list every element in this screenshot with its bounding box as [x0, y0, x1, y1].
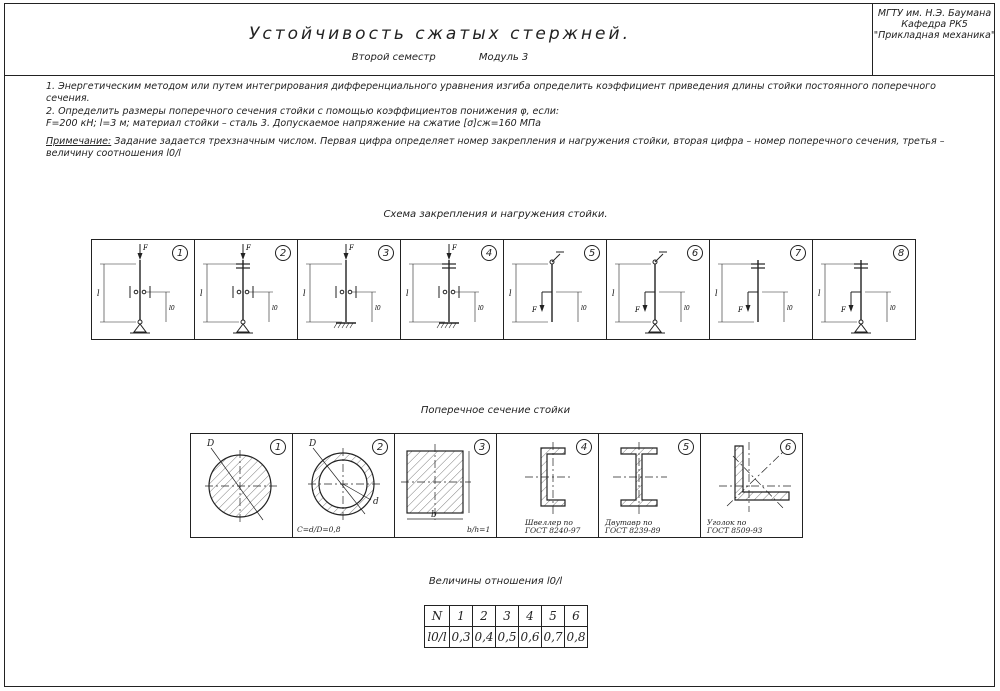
- ratio-head-n: N: [425, 606, 450, 627]
- section-number-5: 5: [678, 439, 694, 455]
- org-university: МГТУ им. Н.Э. Баумана: [877, 8, 992, 19]
- svg-text:l: l: [612, 289, 615, 298]
- svg-text:l0: l0: [684, 305, 690, 312]
- task-note: [46, 136, 966, 161]
- svg-text:l0: l0: [272, 305, 278, 312]
- section-number-4: 4: [576, 439, 592, 455]
- ratio-n: 2: [473, 606, 496, 627]
- ratio-value: 0,8: [565, 627, 588, 648]
- ratio-value: 0,5: [496, 627, 519, 648]
- scheme-number-1: 1: [172, 245, 188, 261]
- svg-text:l0: l0: [478, 305, 484, 312]
- module-label: Модуль 3: [478, 52, 529, 63]
- label-width-b: b: [431, 510, 437, 520]
- label-channel-gost: Швеллер по ГОСТ 8240-97: [525, 518, 581, 535]
- ratio-value: 0,3: [450, 627, 473, 648]
- title-subline: [5, 52, 875, 63]
- note-label: Примечание:: [46, 136, 112, 148]
- scheme-panel-8: [812, 239, 916, 340]
- svg-text:F: F: [532, 306, 537, 314]
- ratio-value: 0,6: [519, 627, 542, 648]
- org-subject: "Прикладная механика": [873, 30, 996, 41]
- svg-text:F: F: [143, 244, 148, 252]
- task-item-1: 1. Энергетическим методом или путем интегрирования дифференциального уравнения изгиба определить коэффициент приведения длины стойки постоянного поперечного сечения.: [46, 81, 936, 105]
- ratio-n: 1: [450, 606, 473, 627]
- scheme-panel-4: [400, 239, 504, 340]
- label-angle-gost: Уголок по ГОСТ 8509-93: [707, 518, 763, 535]
- ratio-n: 6: [565, 606, 588, 627]
- section-panel-4: [496, 433, 599, 538]
- ratio-n: 3: [496, 606, 519, 627]
- scheme-panel-6: [606, 239, 710, 340]
- section-number-6: 6: [780, 439, 796, 455]
- note-text: Задание задается трехзначным числом. Первая цифра определяет номер закрепления и нагружения стойки, вторая цифра – номер поперечного сечения, третья – величину соотношения l0/l: [46, 136, 945, 160]
- ratio-caption: Величины отношения l0/l: [428, 576, 563, 587]
- svg-text:l0: l0: [169, 305, 175, 312]
- label-inner-diameter: d: [373, 497, 379, 507]
- scheme-panel-2: [194, 239, 298, 340]
- svg-text:l: l: [509, 289, 512, 298]
- svg-text:l0: l0: [375, 305, 381, 312]
- schemes-caption: Схема закрепления и нагружения стойки.: [383, 209, 608, 220]
- ratio-row-n: [425, 606, 588, 627]
- page-title: Устойчивость сжатых стержней.: [249, 24, 631, 44]
- scheme-number-8: 8: [893, 245, 909, 261]
- scheme-number-5: 5: [584, 245, 600, 261]
- org-department: Кафедра РК5: [901, 19, 968, 30]
- svg-text:F: F: [246, 244, 251, 252]
- ratio-table: [424, 605, 588, 648]
- svg-text:l0: l0: [787, 305, 793, 312]
- ratio-n: 5: [542, 606, 565, 627]
- scheme-panel-1: [91, 239, 195, 340]
- label-ibeam-gost: Двутавр по ГОСТ 8239-89: [605, 518, 661, 535]
- svg-text:l0: l0: [581, 305, 587, 312]
- ratio-n: 4: [519, 606, 542, 627]
- svg-text:F: F: [738, 306, 743, 314]
- section-panel-6: [700, 433, 803, 538]
- section-panel-1: [190, 433, 293, 538]
- scheme-number-2: 2: [275, 245, 291, 261]
- section-panel-3: [394, 433, 497, 538]
- svg-text:l: l: [97, 289, 100, 298]
- svg-text:F: F: [635, 306, 640, 314]
- svg-text:F: F: [452, 244, 457, 252]
- svg-text:F: F: [349, 244, 354, 252]
- organization-block: [872, 4, 996, 76]
- sections-caption: Поперечное сечение стойки: [420, 405, 571, 416]
- svg-text:l: l: [715, 289, 718, 298]
- ratio-value: 0,4: [473, 627, 496, 648]
- task-item-3: F=200 кН; l=3 м; материал стойки – сталь 3. Допускаемое напряжение на сжатие [σ]сж=160 МПа: [46, 117, 541, 129]
- svg-text:l: l: [406, 289, 409, 298]
- section-number-3: 3: [474, 439, 490, 455]
- title-block: [5, 4, 994, 76]
- semester-label: Второй семестр: [351, 52, 436, 63]
- task-text: [46, 81, 966, 161]
- section-panel-5: [598, 433, 701, 538]
- scheme-panel-7: [709, 239, 813, 340]
- scheme-number-4: 4: [481, 245, 497, 261]
- ratio-head-value: l0/l: [425, 627, 450, 648]
- svg-text:F: F: [841, 306, 846, 314]
- task-item-2: 2. Определить размеры поперечного сечения стойки с помощью коэффициентов понижения φ, если:: [46, 105, 560, 117]
- scheme-panel-3: [297, 239, 401, 340]
- label-ratio-c: C=d/D=0,8: [297, 525, 341, 534]
- label-diameter: D: [207, 439, 215, 449]
- label-outer-diameter: D: [309, 439, 317, 449]
- svg-text:l: l: [818, 289, 821, 298]
- section-number-2: 2: [372, 439, 388, 455]
- scheme-number-7: 7: [790, 245, 806, 261]
- svg-text:l0: l0: [890, 305, 896, 312]
- scheme-number-6: 6: [687, 245, 703, 261]
- ratio-value: 0,7: [542, 627, 565, 648]
- svg-text:l: l: [303, 289, 306, 298]
- ratio-row-values: [425, 627, 588, 648]
- section-panel-2: [292, 433, 395, 538]
- scheme-panel-5: [503, 239, 607, 340]
- section-number-1: 1: [270, 439, 286, 455]
- label-ratio-bh: b/h=1: [467, 525, 491, 534]
- scheme-number-3: 3: [378, 245, 394, 261]
- svg-text:l: l: [200, 289, 203, 298]
